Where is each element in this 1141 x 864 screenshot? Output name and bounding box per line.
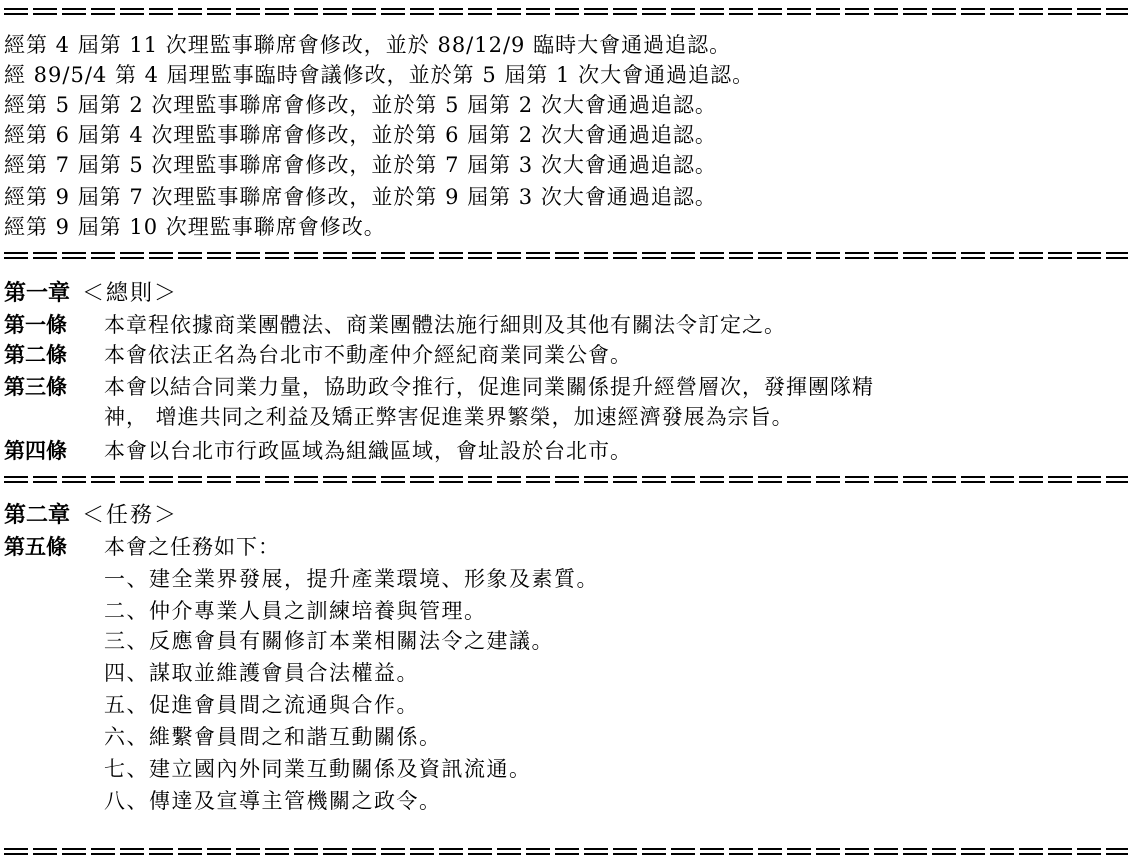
- chapter-heading: [4, 278, 178, 309]
- task-item: 八、傳達及宣導主管機關之政令。: [104, 789, 442, 813]
- article-text: 本會之任務如下：: [104, 535, 280, 559]
- article-text: 本會依法正名為台北市不動產仲介經紀商業同業公會。: [104, 343, 632, 367]
- chapter-heading: [4, 500, 178, 531]
- double-rule-divider: [4, 474, 1128, 484]
- article: [4, 436, 632, 466]
- history-line: 經第 6 屆第 4 次理監事聯席會修改，並於第 6 屆第 2 次大會通過追認。: [4, 123, 717, 147]
- article-text: 本會以結合同業力量，協助政令推行，促進同業關係提升經營層次，發揮團隊精: [104, 375, 874, 399]
- task-item: 七、建立國內外同業互動關係及資訊流通。: [104, 757, 532, 781]
- history-line: 經第 5 屆第 2 次理監事聯席會修改，並於第 5 屆第 2 次大會通過追認。: [4, 93, 717, 117]
- article-label: 第四條: [4, 438, 67, 463]
- chapter-title: ＜任務＞: [82, 503, 179, 528]
- article-continuation: 神， 增進共同之利益及矯正弊害促進業界繁榮，加速經濟發展為宗旨。: [104, 405, 794, 429]
- article-label: 第二條: [4, 342, 67, 367]
- chapter-label: 第二章: [4, 502, 71, 528]
- history-line: 經 89/5/4 第 4 屆理監事臨時會議修改，並於第 5 屆第 1 次大會通過追認。: [4, 63, 755, 87]
- article: [4, 340, 632, 370]
- double-rule-divider: [4, 846, 1128, 856]
- history-line: 經第 9 屆第 10 次理監事聯席會修改。: [4, 215, 386, 239]
- article: [4, 310, 786, 340]
- article: [4, 372, 874, 402]
- article-label: 第一條: [4, 312, 67, 337]
- history-line: 經第 9 屆第 7 次理監事聯席會修改，並於第 9 屆第 3 次大會通過追認。: [4, 185, 717, 209]
- article: [4, 532, 280, 562]
- task-item: 六、維繫會員間之和諧互動關係。: [104, 725, 442, 749]
- double-rule-divider: [4, 6, 1128, 16]
- task-item: 五、促進會員間之流通與合作。: [104, 693, 419, 717]
- article-label: 第三條: [4, 374, 67, 399]
- chapter-label: 第一章: [4, 280, 71, 306]
- chapter-title: ＜總則＞: [82, 281, 179, 306]
- history-line: 經第 4 屆第 11 次理監事聯席會修改，並於 88/12/9 臨時大會通過追認。: [4, 33, 732, 57]
- article-label: 第五條: [4, 534, 67, 559]
- task-item: 一、建全業界發展，提升產業環境、形象及素質。: [104, 567, 599, 591]
- article-text: 本會以台北市行政區域為組織區域，會址設於台北市。: [104, 439, 632, 463]
- double-rule-divider: [4, 250, 1128, 260]
- task-item: 三、反應會員有關修訂本業相關法令之建議。: [104, 629, 554, 653]
- task-item: 二、仲介專業人員之訓練培養與管理。: [104, 599, 487, 623]
- history-line: 經第 7 屆第 5 次理監事聯席會修改，並於第 7 屆第 3 次大會通過追認。: [4, 153, 717, 177]
- article-text: 本章程依據商業團體法、商業團體法施行細則及其他有關法令訂定之。: [104, 313, 786, 337]
- task-item: 四、謀取並維護會員合法權益。: [104, 661, 419, 685]
